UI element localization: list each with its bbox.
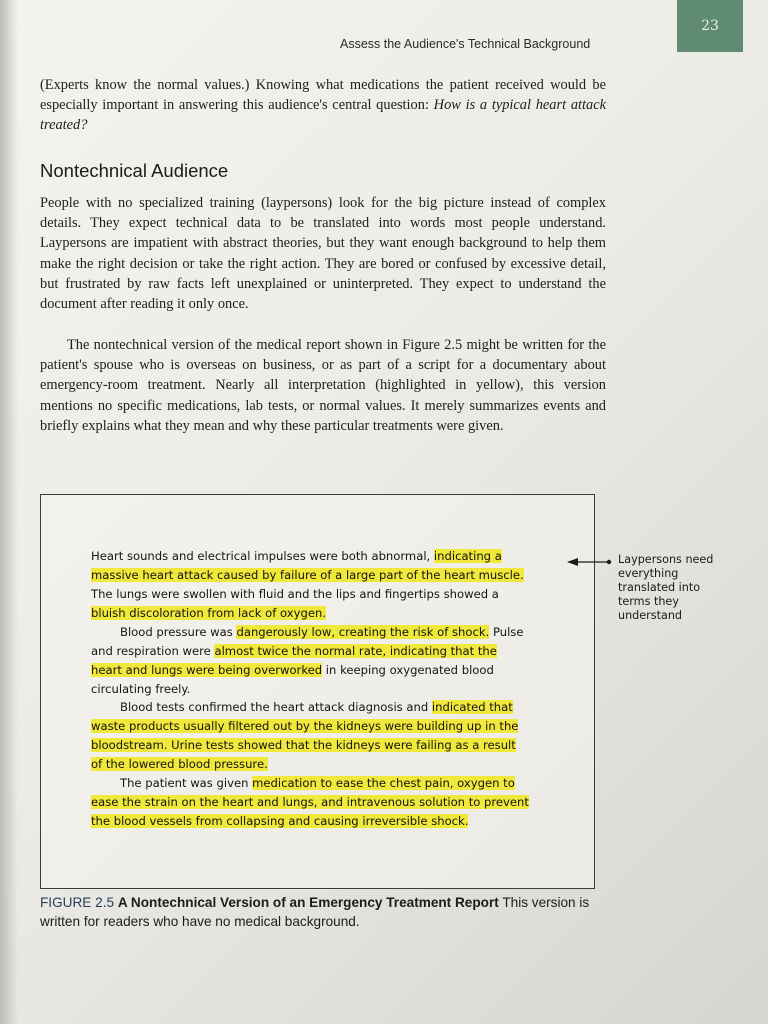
figure-line: bluish discoloration from lack of oxygen.	[91, 606, 326, 620]
figure-line: Heart sounds and electrical impulses were both abnormal, indicating a	[91, 549, 502, 563]
intro-question: How is a typical heart attack treated?	[40, 97, 606, 134]
margin-note: Laypersons need everything translated into terms they understand	[618, 553, 714, 623]
figure-line: The patient was given medication to ease the chest pain, oxygen to	[120, 776, 515, 790]
page-binding-shadow	[0, 0, 18, 1024]
page-number: 23	[701, 18, 719, 34]
figure-line: and respiration were almost twice the normal rate, indicating that the	[91, 644, 497, 658]
figure-line: ease the strain on the heart and lungs, and intravenous solution to prevent	[91, 795, 529, 809]
annotation-arrow-icon	[567, 557, 613, 567]
figure-line: massive heart attack caused by failure of a large part of the heart muscle.	[91, 568, 524, 582]
figure-line: heart and lungs were being overworked in keeping oxygenated blood	[91, 663, 494, 677]
paragraph-laypersons: People with no specialized training (laypersons) look for the big picture instead of complex details. They expect technical data to be translated into words most people understand. Laypersons are impatient with abstract theories, but they want enough background to help them make the right decision or take the right action. They are bored or confused by excessive detail, but frustrated by raw facts left unexplained or uninterpreted. They expect to understand the document after reading it only once.	[40, 195, 606, 313]
figure-caption	[40, 894, 600, 931]
page-number-box	[677, 0, 743, 52]
running-head: Assess the Audience's Technical Background	[340, 37, 591, 51]
paragraph-figure-description: The nontechnical version of the medical report shown in Figure 2.5 might be written for the patient's spouse who is overseas on business, or as part of a script for a documentary about emergency-room treatment. Nearly all interpretation (highlighted in yellow), this version mentions no specific medications, lab tests, or normal values. It merely summarizes events and briefly explains what they mean and why these particular treatments were given.	[40, 337, 606, 434]
figure-line: circulating freely.	[91, 682, 191, 696]
figure-line: bloodstream. Urine tests showed that the kidneys were failing as a result	[91, 738, 516, 752]
figure-line: waste products usually filtered out by the kidneys were building up in the	[91, 719, 519, 733]
figure-caption-text: This version is written for readers who have no medical background.	[40, 895, 590, 929]
figure-label: FIGURE 2.5	[40, 895, 115, 910]
intro-paragraph	[40, 75, 606, 136]
figure-line: the blood vessels from collapsing and causing irreversible shock.	[91, 814, 469, 828]
figure-line: Blood pressure was dangerously low, creating the risk of shock. Pulse	[120, 625, 524, 639]
figure-line: Blood tests confirmed the heart attack diagnosis and indicated that	[120, 700, 513, 714]
figure-line: The lungs were swollen with fluid and the lips and fingertips showed a	[91, 587, 499, 601]
figure-title: A Nontechnical Version of an Emergency Treatment Report	[117, 895, 499, 910]
section-heading: Nontechnical Audience	[40, 160, 229, 181]
figure-line: of the lowered blood pressure.	[91, 757, 268, 771]
intro-text: (Experts know the normal values.) Knowing what medications the patient received would be especially important in answering this audience's central question:	[40, 77, 606, 114]
